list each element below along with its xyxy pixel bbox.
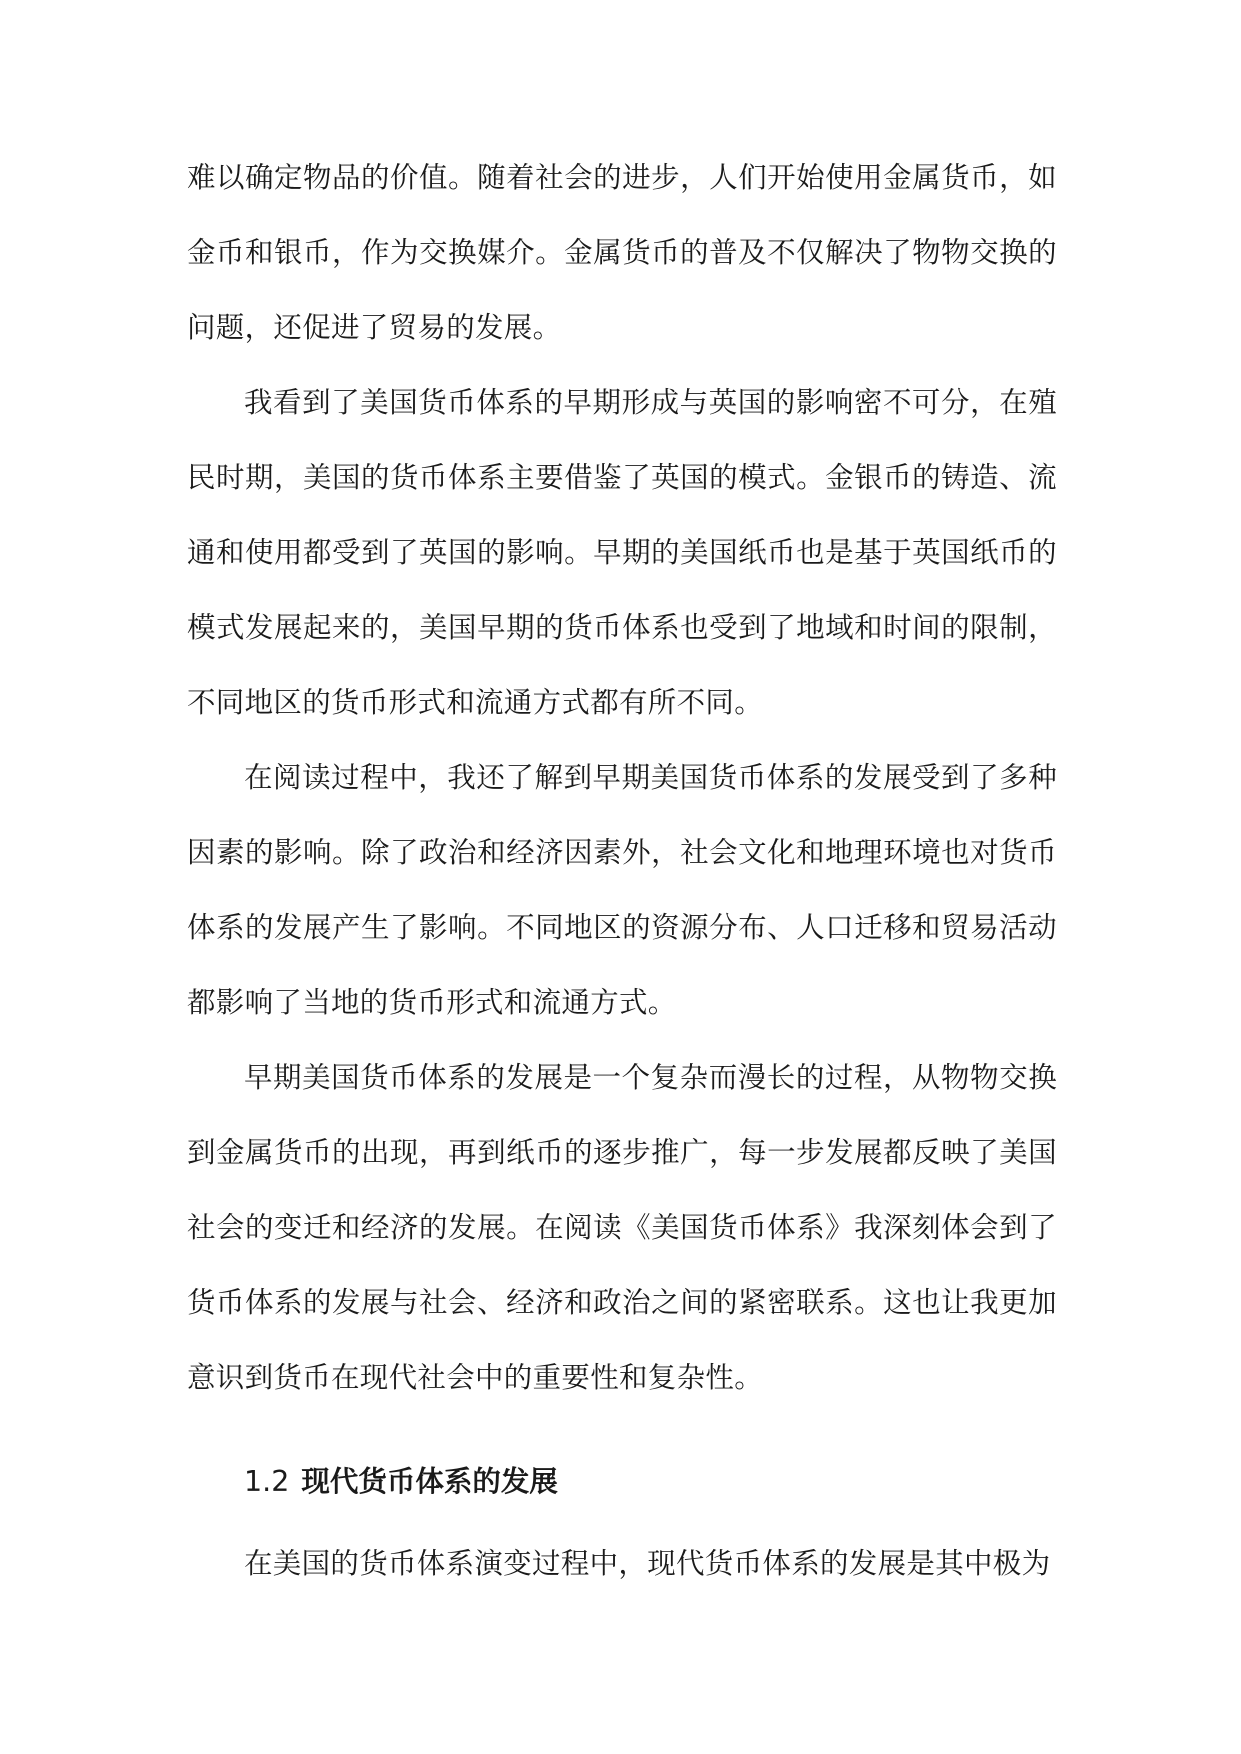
section-title: 现代货币体系的发展 [301,1465,558,1498]
paragraph-factors: 在阅读过程中，我还了解到早期美国货币体系的发展受到了多种因素的影响。除了政治和经济因素外，社会文化和地理环境也对货币体系的发展产生了影响。不同地区的资源分布、人口迁移和贸易活动都影响了当地的货币形式和流通方式。 [187,761,1057,1019]
document-body [187,140,1057,1601]
section-heading [187,1415,1057,1526]
paragraph-continuation: 难以确定物品的价值。随着社会的进步，人们开始使用金属货币，如金币和银币，作为交换媒介。金属货币的普及不仅解决了物物交换的问题，还促进了贸易的发展。 [187,161,1057,344]
section-number: 1.2 [244,1465,290,1498]
paragraph-british-influence: 我看到了美国货币体系的早期形成与英国的影响密不可分，在殖民时期，美国的货币体系主要借鉴了英国的模式。金银币的铸造、流通和使用都受到了英国的影响。早期的美国纸币也是基于英国纸币的模式发展起来的，美国早期的货币体系也受到了地域和时间的限制，不同地区的货币形式和流通方式都有所不同。 [187,386,1057,719]
paragraph-modern-intro: 在美国的货币体系演变过程中，现代货币体系的发展是其中极为 [244,1547,1051,1580]
paragraph-summary: 早期美国货币体系的发展是一个复杂而漫长的过程，从物物交换到金属货币的出现，再到纸币的逐步推广，每一步发展都反映了美国社会的变迁和经济的发展。在阅读《美国货币体系》我深刻体会到了货币体系的发展与社会、经济和政治之间的紧密联系。这也让我更加意识到货币在现代社会中的重要性和复杂性。 [187,1061,1057,1394]
